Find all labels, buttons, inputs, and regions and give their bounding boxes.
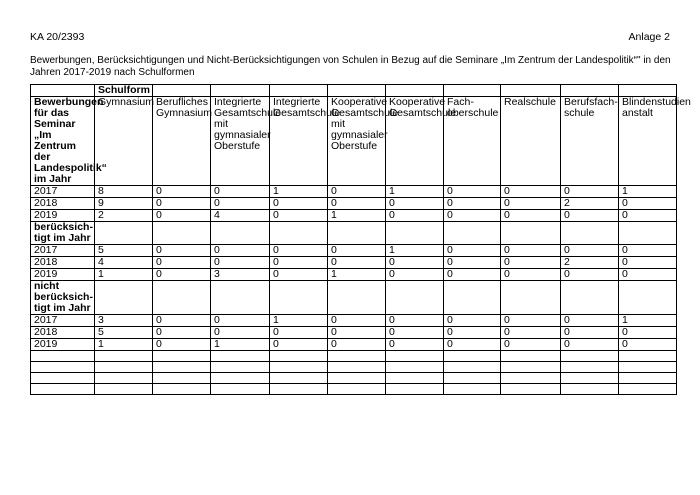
- empty-cell: [328, 362, 386, 373]
- value-cell: 0: [153, 186, 211, 198]
- empty-cell: [619, 281, 677, 315]
- empty-cell: [561, 362, 619, 373]
- empty-cell: [561, 281, 619, 315]
- empty-cell: [444, 351, 501, 362]
- empty-row: [31, 373, 677, 384]
- value-cell: 0: [444, 339, 501, 351]
- table-row: [31, 339, 677, 351]
- empty-cell: [561, 373, 619, 384]
- year-cell: 2018: [31, 327, 95, 339]
- column-header: Realschule: [501, 97, 561, 186]
- empty-cell: [501, 351, 561, 362]
- table-row: [31, 245, 677, 257]
- empty-cell: [561, 384, 619, 395]
- empty-cell: [561, 222, 619, 245]
- value-cell: 3: [95, 315, 153, 327]
- table-row: [31, 186, 677, 198]
- column-header: Gymnasium: [95, 97, 153, 186]
- empty-cell: [270, 373, 328, 384]
- empty-cell: [95, 384, 153, 395]
- value-cell: 5: [95, 327, 153, 339]
- value-cell: 1: [386, 186, 444, 198]
- value-cell: 4: [95, 257, 153, 269]
- value-cell: 0: [619, 257, 677, 269]
- empty-cell: [444, 281, 501, 315]
- table-row: [31, 315, 677, 327]
- value-cell: 0: [386, 210, 444, 222]
- value-cell: 0: [444, 210, 501, 222]
- value-cell: 0: [561, 327, 619, 339]
- empty-cell: [211, 384, 270, 395]
- value-cell: 0: [153, 198, 211, 210]
- value-cell: 0: [561, 245, 619, 257]
- empty-cell: [444, 362, 501, 373]
- value-cell: 0: [444, 269, 501, 281]
- value-cell: 0: [386, 315, 444, 327]
- value-cell: 9: [95, 198, 153, 210]
- value-cell: 2: [561, 257, 619, 269]
- column-header: Berufliches Gymnasium: [153, 97, 211, 186]
- value-cell: 0: [619, 245, 677, 257]
- value-cell: 1: [211, 339, 270, 351]
- value-cell: 0: [153, 327, 211, 339]
- empty-cell: [328, 373, 386, 384]
- value-cell: 0: [619, 327, 677, 339]
- empty-cell: [31, 362, 95, 373]
- table-row: [31, 198, 677, 210]
- year-cell: 2017: [31, 186, 95, 198]
- year-cell: 2019: [31, 339, 95, 351]
- value-cell: 0: [386, 339, 444, 351]
- empty-cell: [211, 362, 270, 373]
- value-cell: 0: [328, 245, 386, 257]
- empty-cell: [270, 351, 328, 362]
- value-cell: 0: [386, 198, 444, 210]
- empty-cell: [95, 281, 153, 315]
- value-cell: 0: [444, 198, 501, 210]
- year-cell: 2018: [31, 198, 95, 210]
- value-cell: 0: [153, 269, 211, 281]
- value-cell: 1: [270, 315, 328, 327]
- section-label: berücksich-tigt im Jahr: [31, 222, 95, 245]
- statistics-table: [30, 84, 691, 395]
- empty-cell: [211, 351, 270, 362]
- value-cell: 0: [211, 186, 270, 198]
- empty-cell: [211, 281, 270, 315]
- value-cell: 0: [328, 186, 386, 198]
- value-cell: 0: [501, 315, 561, 327]
- empty-cell: [153, 351, 211, 362]
- value-cell: 0: [561, 339, 619, 351]
- column-header-row: [31, 97, 677, 186]
- document-number: KA 20/2393: [30, 31, 85, 43]
- value-cell: 0: [328, 339, 386, 351]
- value-cell: 0: [501, 186, 561, 198]
- empty-cell: [153, 281, 211, 315]
- table-row: [31, 269, 677, 281]
- empty-cell: [211, 222, 270, 245]
- value-cell: 0: [444, 327, 501, 339]
- value-cell: 0: [501, 198, 561, 210]
- empty-cell: [95, 222, 153, 245]
- value-cell: 0: [444, 257, 501, 269]
- empty-cell: [270, 362, 328, 373]
- value-cell: 0: [444, 315, 501, 327]
- empty-cell: [386, 351, 444, 362]
- value-cell: 0: [328, 327, 386, 339]
- empty-cell: [501, 384, 561, 395]
- value-cell: 1: [328, 269, 386, 281]
- empty-row: [31, 362, 677, 373]
- value-cell: 0: [561, 315, 619, 327]
- empty-cell: [619, 384, 677, 395]
- column-header: Berufsfach-schule: [561, 97, 619, 186]
- empty-cell: [619, 351, 677, 362]
- column-header: Integrierte Gesamtschule: [270, 97, 328, 186]
- empty-cell: [561, 351, 619, 362]
- empty-cell: [328, 384, 386, 395]
- value-cell: 0: [619, 269, 677, 281]
- empty-cell: [444, 222, 501, 245]
- value-cell: 0: [270, 269, 328, 281]
- value-cell: 0: [211, 315, 270, 327]
- column-header: Kooperative Gesamtschule mit gymnasialer Oberstufe: [328, 97, 386, 186]
- value-cell: 0: [328, 198, 386, 210]
- schulform-row: [31, 85, 677, 97]
- value-cell: 0: [328, 257, 386, 269]
- empty-cell: [328, 351, 386, 362]
- empty-cell: [444, 373, 501, 384]
- value-cell: 0: [211, 257, 270, 269]
- value-cell: 4: [211, 210, 270, 222]
- value-cell: 0: [561, 210, 619, 222]
- value-cell: 0: [619, 210, 677, 222]
- empty-cell: [153, 384, 211, 395]
- empty-cell: [386, 373, 444, 384]
- value-cell: 0: [444, 186, 501, 198]
- value-cell: 1: [95, 269, 153, 281]
- value-cell: 0: [501, 327, 561, 339]
- value-cell: 0: [501, 245, 561, 257]
- empty-cell: [386, 281, 444, 315]
- value-cell: 0: [270, 198, 328, 210]
- value-cell: 0: [619, 198, 677, 210]
- value-cell: 0: [270, 257, 328, 269]
- empty-cell: [501, 373, 561, 384]
- value-cell: 0: [386, 269, 444, 281]
- column-header: Integrierte Gesamtschule mit gymnasialer Oberstufe: [211, 97, 270, 186]
- table-row: [31, 257, 677, 269]
- value-cell: 0: [386, 257, 444, 269]
- value-cell: 1: [328, 210, 386, 222]
- empty-cell: [619, 362, 677, 373]
- empty-cell: [153, 362, 211, 373]
- value-cell: 1: [95, 339, 153, 351]
- value-cell: 0: [153, 257, 211, 269]
- value-cell: 1: [386, 245, 444, 257]
- empty-cell: [386, 222, 444, 245]
- value-cell: 3: [211, 269, 270, 281]
- value-cell: 0: [211, 245, 270, 257]
- document-title: Bewerbungen, Berücksichtigungen und Nicht-Berücksichtigungen von Schulen in Bezug auf die Seminare „Im Zentrum der Landespolitik“" in den Jahren 2017-2019 nach Schulformen: [30, 55, 671, 78]
- year-cell: 2019: [31, 269, 95, 281]
- value-cell: 0: [211, 198, 270, 210]
- value-cell: 2: [561, 198, 619, 210]
- schulform-label: Schulform: [95, 85, 153, 97]
- empty-cell: [270, 222, 328, 245]
- value-cell: 0: [501, 257, 561, 269]
- year-cell: 2017: [31, 245, 95, 257]
- row-header-label: Bewerbungen für das Seminar „Im Zentrum der Landespolitik“ im Jahr: [31, 97, 95, 186]
- column-header: Fach-oberschule: [444, 97, 501, 186]
- year-cell: 2019: [31, 210, 95, 222]
- value-cell: 1: [270, 186, 328, 198]
- empty-cell: [153, 222, 211, 245]
- empty-cell: [95, 351, 153, 362]
- empty-cell: [328, 281, 386, 315]
- empty-cell: [95, 373, 153, 384]
- value-cell: 0: [619, 339, 677, 351]
- value-cell: 0: [561, 269, 619, 281]
- empty-cell: [211, 373, 270, 384]
- empty-cell: [270, 281, 328, 315]
- value-cell: 1: [619, 186, 677, 198]
- value-cell: 0: [561, 186, 619, 198]
- empty-cell: [619, 222, 677, 245]
- year-cell: 2018: [31, 257, 95, 269]
- empty-cell: [501, 281, 561, 315]
- empty-row: [31, 384, 677, 395]
- value-cell: 0: [444, 245, 501, 257]
- empty-cell: [31, 373, 95, 384]
- section-label-row: [31, 222, 677, 245]
- column-header: Kooperative Gesamtschule: [386, 97, 444, 186]
- section-label: nicht berücksich-tigt im Jahr: [31, 281, 95, 315]
- value-cell: 0: [501, 210, 561, 222]
- empty-cell: [328, 222, 386, 245]
- empty-cell: [386, 362, 444, 373]
- section-label-row: [31, 281, 677, 315]
- value-cell: 0: [211, 327, 270, 339]
- empty-cell: [444, 384, 501, 395]
- value-cell: 0: [328, 315, 386, 327]
- value-cell: 0: [270, 210, 328, 222]
- empty-cell: [270, 384, 328, 395]
- value-cell: 0: [501, 269, 561, 281]
- table-row: [31, 327, 677, 339]
- empty-cell: [619, 373, 677, 384]
- value-cell: 1: [619, 315, 677, 327]
- empty-cell: [31, 351, 95, 362]
- empty-cell: [31, 384, 95, 395]
- empty-cell: [501, 222, 561, 245]
- table-row: [31, 210, 677, 222]
- year-cell: 2017: [31, 315, 95, 327]
- value-cell: 0: [501, 339, 561, 351]
- value-cell: 0: [153, 339, 211, 351]
- value-cell: 2: [95, 210, 153, 222]
- value-cell: 8: [95, 186, 153, 198]
- value-cell: 0: [153, 210, 211, 222]
- value-cell: 0: [153, 315, 211, 327]
- empty-cell: [153, 373, 211, 384]
- column-header: Blindenstudien anstalt: [619, 97, 677, 186]
- corner-cell: [31, 85, 95, 97]
- value-cell: 5: [95, 245, 153, 257]
- value-cell: 0: [270, 339, 328, 351]
- value-cell: 0: [270, 245, 328, 257]
- value-cell: 0: [270, 327, 328, 339]
- value-cell: 0: [386, 327, 444, 339]
- empty-cell: [95, 362, 153, 373]
- empty-row: [31, 351, 677, 362]
- value-cell: 0: [153, 245, 211, 257]
- empty-cell: [501, 362, 561, 373]
- empty-cell: [386, 384, 444, 395]
- attachment-label: Anlage 2: [628, 31, 670, 43]
